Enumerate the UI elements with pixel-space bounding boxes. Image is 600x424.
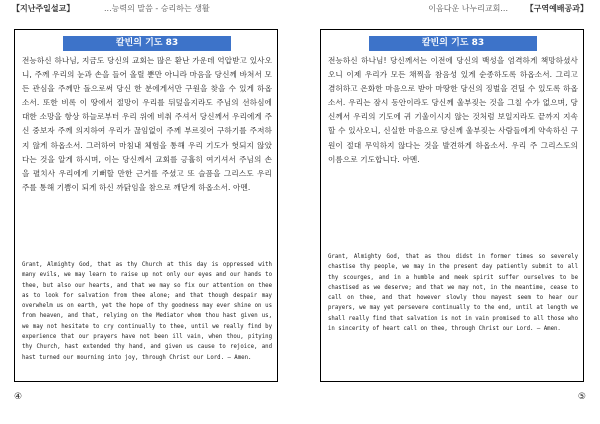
left-page-number: ④ bbox=[14, 392, 23, 402]
right-page-frame bbox=[320, 29, 584, 382]
right-english-prayer: Grant, Almighty God, that as thou didst in former times so severely chastise thy people, we may in the present day patiently submit to all thy scourges, and in a humble and meek spirit suffer ourselves to be chastised as we deserve; and that we may not, in the meantime, cease to call on thee, and that however slowly thou mayest seem to hear our prayers, we may yet persevere continually to the end, until at length we shall really find that salvation is not in vain promised to all those who in sincerity of heart call on thee, through Christ our Lord. — Amen. bbox=[328, 254, 578, 333]
header-left-subtitle: ...능력의 말씀 - 승리하는 생활 bbox=[104, 4, 210, 13]
header-right-subtitle: 이음다운 나누리교회... bbox=[428, 4, 508, 13]
right-page-number: ⑤ bbox=[577, 392, 586, 402]
header-right-tag: 【구역예배공과】 bbox=[525, 4, 588, 13]
left-page-frame bbox=[14, 29, 278, 382]
left-english-prayer: Grant, Almighty God, that as thy Church at this day is oppressed with many evils, we may learn to raise up not only our eyes and our hands to thee, but also our hearts, and that we may so fix our attention on thee as to look for salvation from thee alone; and that though despair may overwhelm us on earth, yet the hope of thy goodness may ever shine on us from heaven, and that, relying on the Mediator whom thou hast given us, we may not hesitate to cry continually to thee, until we really find by experience that our prayers have not been ill vain, when thou, pitying thy Church, hast extended thy hand, and given us cause to rejoice, and hast turned our mourning into joy, through Christ our Lord. — Amen. bbox=[22, 262, 272, 361]
left-korean-prayer: 전능하신 하나님, 지금도 당신의 교회는 많은 환난 가운데 억압받고 있사오니, 주께 우리의 눈과 손을 들어 올릴 뿐만 아니라 마음을 당신께 바쳐서 모든 관심을 주께만 돌으로써 당신 한 분에게서만 구원을 찾을 수 있게 하옵소서. 또한 비록 이 땅에서 절망이 우리를 뒤덮을지라도 주님의 선하심에 대한 소망을 항상 하늘로부터 우리 위에 비춰 주셔서 당신께서 우리에게 주신 중보자 주께 의지하여 우리가 끊임없이 주께 부르짖어 구하기를 주저하지 않게 하옵소서. 그러하여 마침내 체험을 통해 우리 기도가 헛되지 않았다는 것을 알게 하시며, 이는 당신께서 교회를 긍휼히 여기셔서 주님의 손을 펼치사 우리에게 기뻐할 만한 근거를 주셨고 또 슬픔을 그리스도 우리 주를 통해 기쁨이 되게 하신 까닭임을 참으로 깨닫게 하옵소서. 아멘. bbox=[22, 56, 272, 192]
right-page-title: 칼빈의 기도 83 bbox=[369, 36, 537, 51]
left-page-title: 칼빈의 기도 83 bbox=[63, 36, 231, 51]
right-korean-prayer: 전능하신 하나님! 당신께서는 이전에 당신의 백성을 엄격하게 책망하셨사오니 이제 우리가 모든 채찍을 참음성 있게 순종하도록 하옵소서. 그리고 겸허하고 온화한 마음으로 받아 마땅한 당신의 징벌을 견딜 수 있도록 하옵소서. 우리는 잠시 동안이라도 당신께 울부짖는 것을 그칠 수가 없으며, 당신께서 우리의 기도에 귀 기울이시지 않는 것처럼 보일지라도 끝까지 지속할 수 있사오니, 신실한 마음으로 당신께 울부짖는 사람들에게 약속하신 구원이 절대 무익하지 않다는 것을 발견하게 하옵소서. 우리 주 그리스도의 이름으로 기도합니다. 아멘. bbox=[328, 56, 578, 164]
header-left-tag: 【지난주일설교】 bbox=[12, 4, 75, 13]
